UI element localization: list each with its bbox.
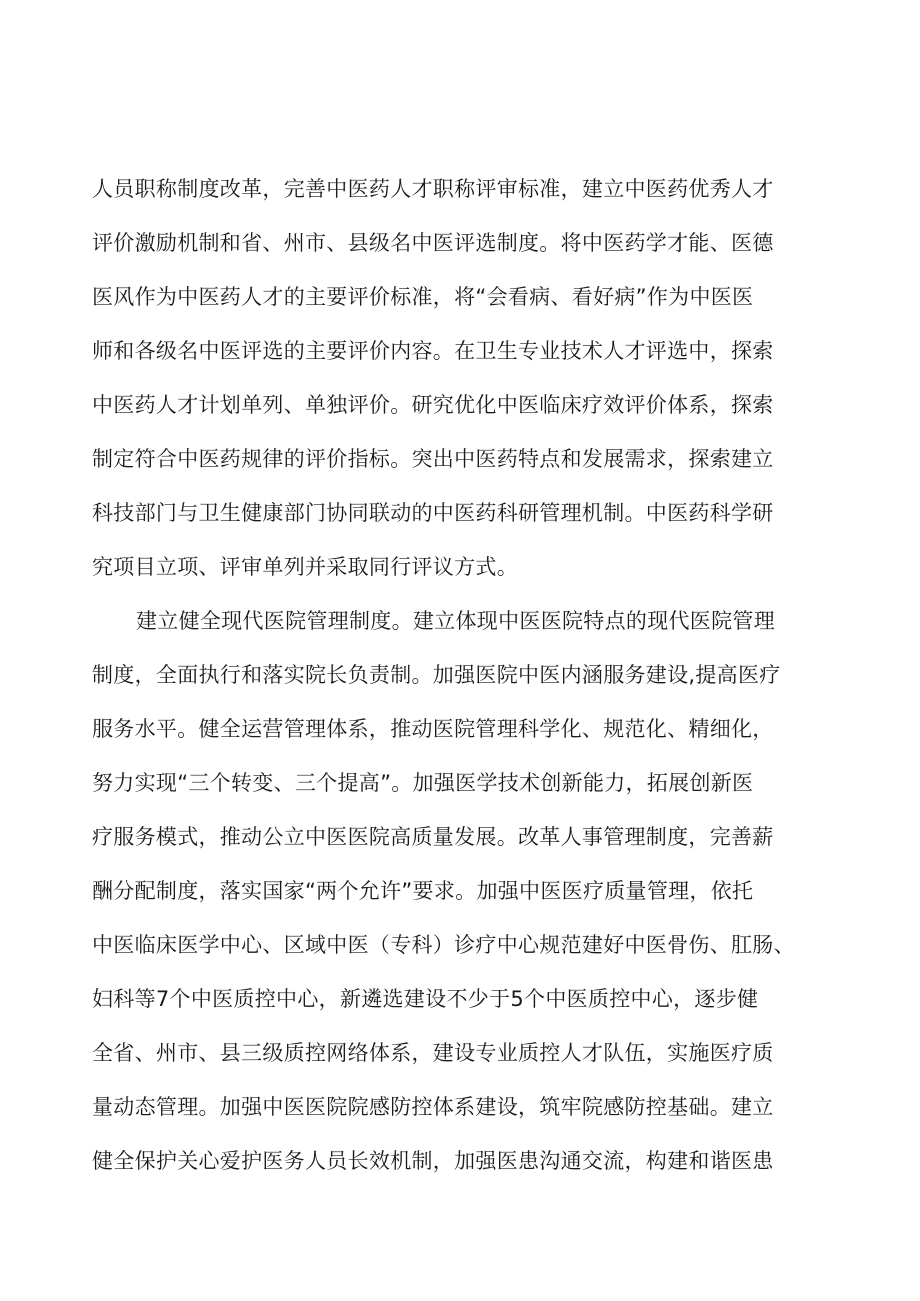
text-line: 疗服务模式，推动公立中医医院高质量发展。改革人事管理制度，完善薪 xyxy=(92,825,774,849)
text-line: 建立健全现代医院管理制度。建立体现中医医院特点的现代医院管理 xyxy=(136,609,775,633)
text-line: 制定符合中医药规律的评价指标。突出中医药特点和发展需求，探索建立 xyxy=(92,447,774,471)
text-line: 量动态管理。加强中医医院院感防控体系建设，筑牢院感防控基础。建立 xyxy=(92,1095,774,1119)
text-line: 评价激励机制和省、州市、县级名中医评选制度。将中医药学才能、医德 xyxy=(92,231,774,255)
text-line: 健全保护关心爱护医务人员长效机制，加强医患沟通交流，构建和谐医患 xyxy=(92,1149,774,1173)
text-line: 师和各级名中医评选的主要评价内容。在卫生专业技术人才评选中，探索 xyxy=(92,339,774,363)
text-line: 中医临床医学中心、区域中医（专科）诊疗中心规范建好中医骨伤、肛肠、 xyxy=(92,933,795,957)
text-line: 妇科等7个中医质控中心，新遴选建设不少于5个中医质控中心，逐步健 xyxy=(92,987,759,1011)
text-line: 努力实现“三个转变、三个提高”。加强医学技术创新能力，拓展创新医 xyxy=(92,771,754,795)
text-line: 科技部门与卫生健康部门协同联动的中医药科研管理机制。中医药科学研 xyxy=(92,501,774,525)
text-line: 中医药人才计划单列、单独评价。研究优化中医临床疗效评价体系，探索 xyxy=(92,393,774,417)
text-line: 究项目立项、评审单列并采取同行评议方式。 xyxy=(92,555,518,579)
text-line: 酬分配制度，落实国家“两个允许”要求。加强中医医疗质量管理，依托 xyxy=(92,879,754,903)
text-line: 医风作为中医药人才的主要评价标准，将“会看病、看好病”作为中医医 xyxy=(92,285,754,309)
text-line: 服务水平。健全运营管理体系，推动医院管理科学化、规范化、精细化， xyxy=(92,717,774,741)
text-line: 全省、州市、县三级质控网络体系，建设专业质控人才队伍，实施医疗质 xyxy=(92,1041,774,1065)
text-line: 制度，全面执行和落实院长负责制。加强医院中医内涵服务建设,提高医疗 xyxy=(92,663,781,687)
text-line: 人员职称制度改革，完善中医药人才职称评审标准，建立中医药优秀人才 xyxy=(92,177,774,201)
